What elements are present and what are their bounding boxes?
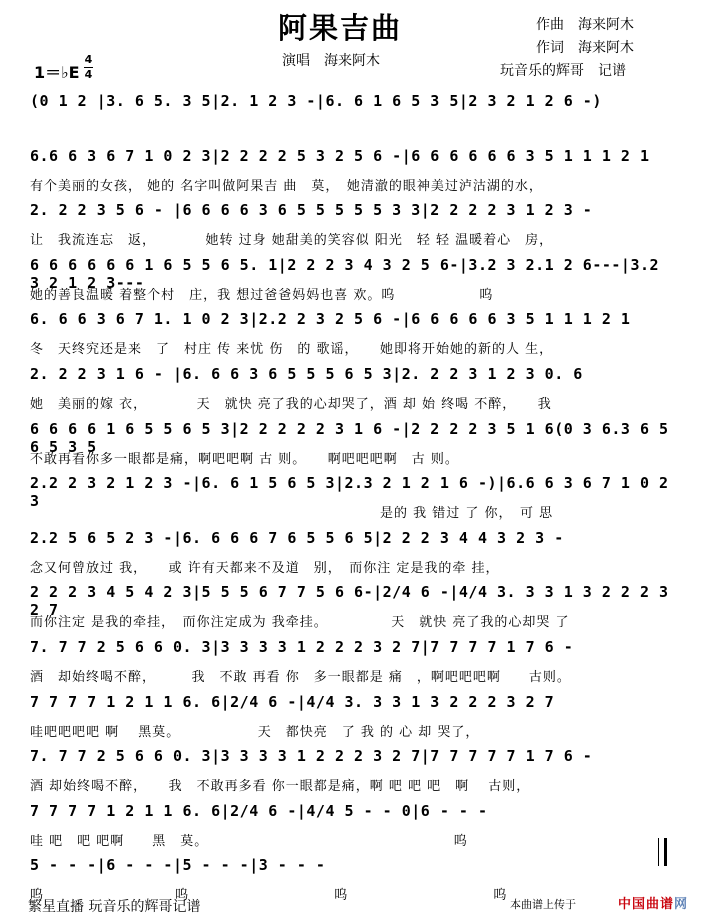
composer-credit: 作曲 海来阿木 (536, 17, 634, 33)
staff-notes: 2. 2 2 3 5 6 - |6 6 6 6 3 6 5 5 5 5 5 3 3|2 2 2 2 3 1 2 3 - (30, 201, 593, 220)
staff-row (30, 310, 670, 358)
staff-row (30, 528, 670, 576)
staff-notes: 7 7 7 7 1 2 1 1 6. 6|2/4 6 -|4/4 5 - - 0|6 - - - (30, 801, 488, 820)
staff-lyrics: 她 美丽的嫁 衣， 天 就快 亮了我的心却哭了，酒 却 始 终喝 不醉， 我 (30, 397, 552, 412)
staff-notes: 5 - - -|6 - - -|5 - - -|3 - - - (30, 856, 326, 875)
staff-lyrics: 酒 却始终喝不醉， 我 不敢再多看 你一眼都是痛，啊 吧 吧 吧 啊 古则， (30, 779, 531, 795)
staff-notes: 7 7 7 7 1 2 1 1 6. 6|2/4 6 -|4/4 3. 3 3 1 3 2 2 2 3 2 7 (30, 692, 555, 711)
staff-lyrics: 有个美丽的女孩， 她的 名字叫做阿果吉 曲 莫， 她清澈的眼神美过泸沽湖的水， (30, 178, 543, 194)
staff-row (30, 146, 670, 194)
staff-notes: 2.2 2 3 2 1 2 3 -|6. 6 1 5 6 5 3|2.3 2 1 2 1 6 -)|6.6 6 3 6 7 1 0 2 3 (30, 474, 669, 511)
time-top: 4 (84, 53, 93, 66)
song-title: 阿果吉曲 (278, 11, 403, 45)
staff-row (30, 419, 670, 467)
staff-lyrics: 哇 吧 吧 吧啊 黑 莫。 呜 (30, 833, 468, 849)
staff-lyrics: 冬 天终究还是来 了 村庄 传 来忧 伤 的 歌谣， 她即将开始她的新的人 生， (30, 342, 554, 358)
key-signature: 1＝♭E (34, 63, 80, 82)
staff-lyrics: 念又何曾放过 我， 或 许有天都来不及道 别， 而你注 定是我的牵 挂， (30, 560, 500, 576)
singer-credit: 演唱 海来阿木 (282, 53, 380, 69)
lyricist-credit: 作词 海来阿木 (536, 40, 634, 56)
staff-lyrics: 而你注定 是我的牵挂， 而你注定成为 我牵挂。 天 就快 亮了我的心却哭 了 (30, 615, 570, 631)
staff-lyrics: 呜 呜 呜 呜 (30, 888, 508, 904)
staff-row (30, 201, 670, 249)
notation-credit: 玩音乐的辉哥 记谱 (500, 63, 626, 79)
staff-row (30, 856, 670, 904)
logo-net: 网 (674, 897, 689, 912)
staff-lyrics: 是的 我 错过 了 你， 可 思 (30, 506, 554, 522)
final-barline (658, 838, 667, 866)
staff-row (30, 638, 670, 685)
staff-lyrics: 让 我流连忘 返， 她转 过身 她甜美的笑容似 阳光 轻 轻 温暖着心 房， (30, 233, 554, 249)
staff-row (30, 692, 670, 740)
upload-note: 本曲谱上传于 (510, 898, 576, 911)
staff-notes: (0 1 2 |3. 6 5. 3 5|2. 1 2 3 -|6. 6 1 6 5 3 5|2 3 2 1 2 6 -) (30, 92, 602, 110)
staff-row (30, 747, 670, 795)
staff-notes: 6. 6 6 3 6 7 1. 1 0 2 3|2.2 2 3 2 5 6 -|6 6 6 6 6 3 5 1 1 1 2 1 (30, 310, 631, 329)
staff-notes: 6.6 6 3 6 7 1 0 2 3|2 2 2 2 5 3 2 5 6 -|6 6 6 6 6 6 3 5 1 1 1 2 1 (30, 146, 650, 165)
staff-row (30, 801, 670, 849)
staff-row (30, 583, 670, 631)
staff-row (30, 92, 670, 110)
staff-notes: 2. 2 2 3 1 6 - |6. 6 6 3 6 5 5 5 6 5 3|2. 2 2 3 1 2 3 0. 6 (30, 365, 583, 383)
time-signature (84, 54, 93, 81)
staff-notes: 6 6 6 6 1 6 5 5 6 5 3|2 2 2 2 2 3 1 6 -|2 2 2 2 3 5 1 6(0 3 6.3 6 5 6 5 3 5 (30, 419, 669, 456)
time-bottom: 4 (84, 68, 93, 81)
staff-lyrics: 她的善良温暖 着整个村 庄，我 想过爸爸妈妈也喜 欢。呜 呜 (30, 287, 494, 303)
staff-notes: 2.2 5 6 5 2 3 -|6. 6 6 6 7 6 5 5 6 5|2 2 2 3 4 4 3 2 3 - (30, 528, 564, 547)
staff-notes: 2 2 2 3 4 5 4 2 3|5 5 5 6 7 7 5 6 6-|2/4 6 -|4/4 3. 3 3 1 3 2 2 2 3 2 7 (30, 583, 669, 620)
staff-row (30, 255, 670, 303)
logo-main: 中国曲谱 (618, 897, 675, 912)
staff-row (30, 474, 670, 522)
staff-lyrics: 哇吧吧吧吧 啊 黑莫。 天 都快亮 了 我 的 心 却 哭了， (30, 724, 480, 740)
site-logo (618, 893, 688, 912)
staff-row (30, 365, 670, 412)
staff-notes: 6 6 6 6 6 6 1 6 5 5 6 5. 1|2 2 2 3 4 3 2 5 6-|3.2 3 2.1 2 6---|3.2 3 2 1 2 3--- (30, 255, 660, 292)
staff-notes: 7. 7 7 2 5 6 6 0. 3|3 3 3 3 1 2 2 2 3 2 7|7 7 7 7 7 1 7 6 - (30, 747, 593, 766)
staff-lyrics: 不敢再看你多一眼都是痛，啊吧吧啊 古 则。 啊吧吧吧啊 古 则。 (30, 451, 459, 467)
staff-lyrics: 酒 却始终喝不醉， 我 不敢 再看 你 多一眼都是 痛 ，啊吧吧吧啊 古则。 (30, 670, 571, 685)
footer-credit: 繁星直播 玩音乐的辉哥记谱 (28, 899, 201, 915)
staff-notes: 7. 7 7 2 5 6 6 0. 3|3 3 3 3 1 2 2 2 3 2 7|7 7 7 7 1 7 6 - (30, 638, 574, 656)
